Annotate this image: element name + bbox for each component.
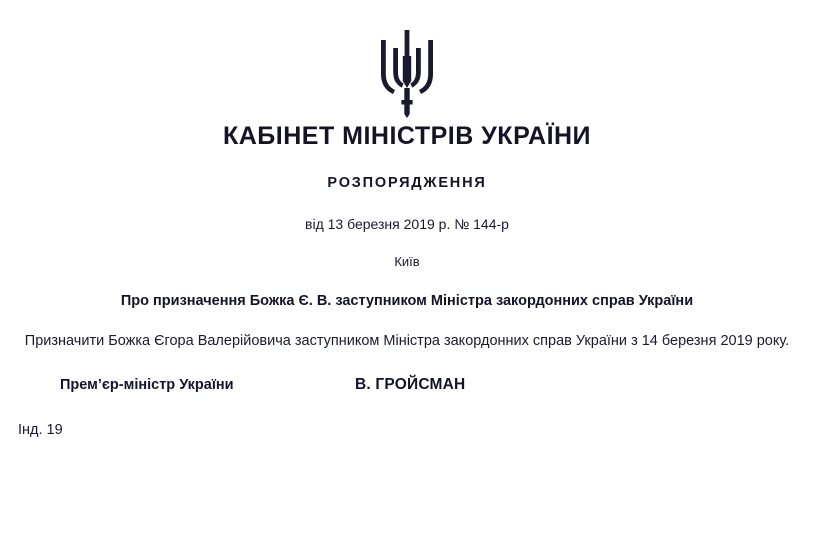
signer-position: Прем’єр-міністр України	[60, 377, 234, 393]
emblem-container	[18, 0, 796, 96]
signature-block	[18, 376, 796, 394]
document-date-number: від 13 березня 2019 р. № 144-р	[305, 216, 509, 232]
document-subject: Про призначення Божка Є. В. заступником Міністра закордонних справ України	[120, 293, 694, 309]
document-kind: РОЗПОРЯДЖЕННЯ	[327, 175, 487, 191]
signer-name: В. ГРОЙСМАН	[355, 376, 466, 393]
document-index: Інд. 19	[18, 422, 63, 438]
document-city: Київ	[394, 254, 420, 269]
document-body-text: Призначити Божка Єгора Валерійовича заступником Міністра закордонних справ України з 14 березня 2019 року.	[24, 333, 790, 349]
page-title: КАБІНЕТ МІНІСТРІВ УКРАЇНИ	[222, 122, 592, 150]
ukraine-trident-emblem-icon	[375, 26, 439, 118]
